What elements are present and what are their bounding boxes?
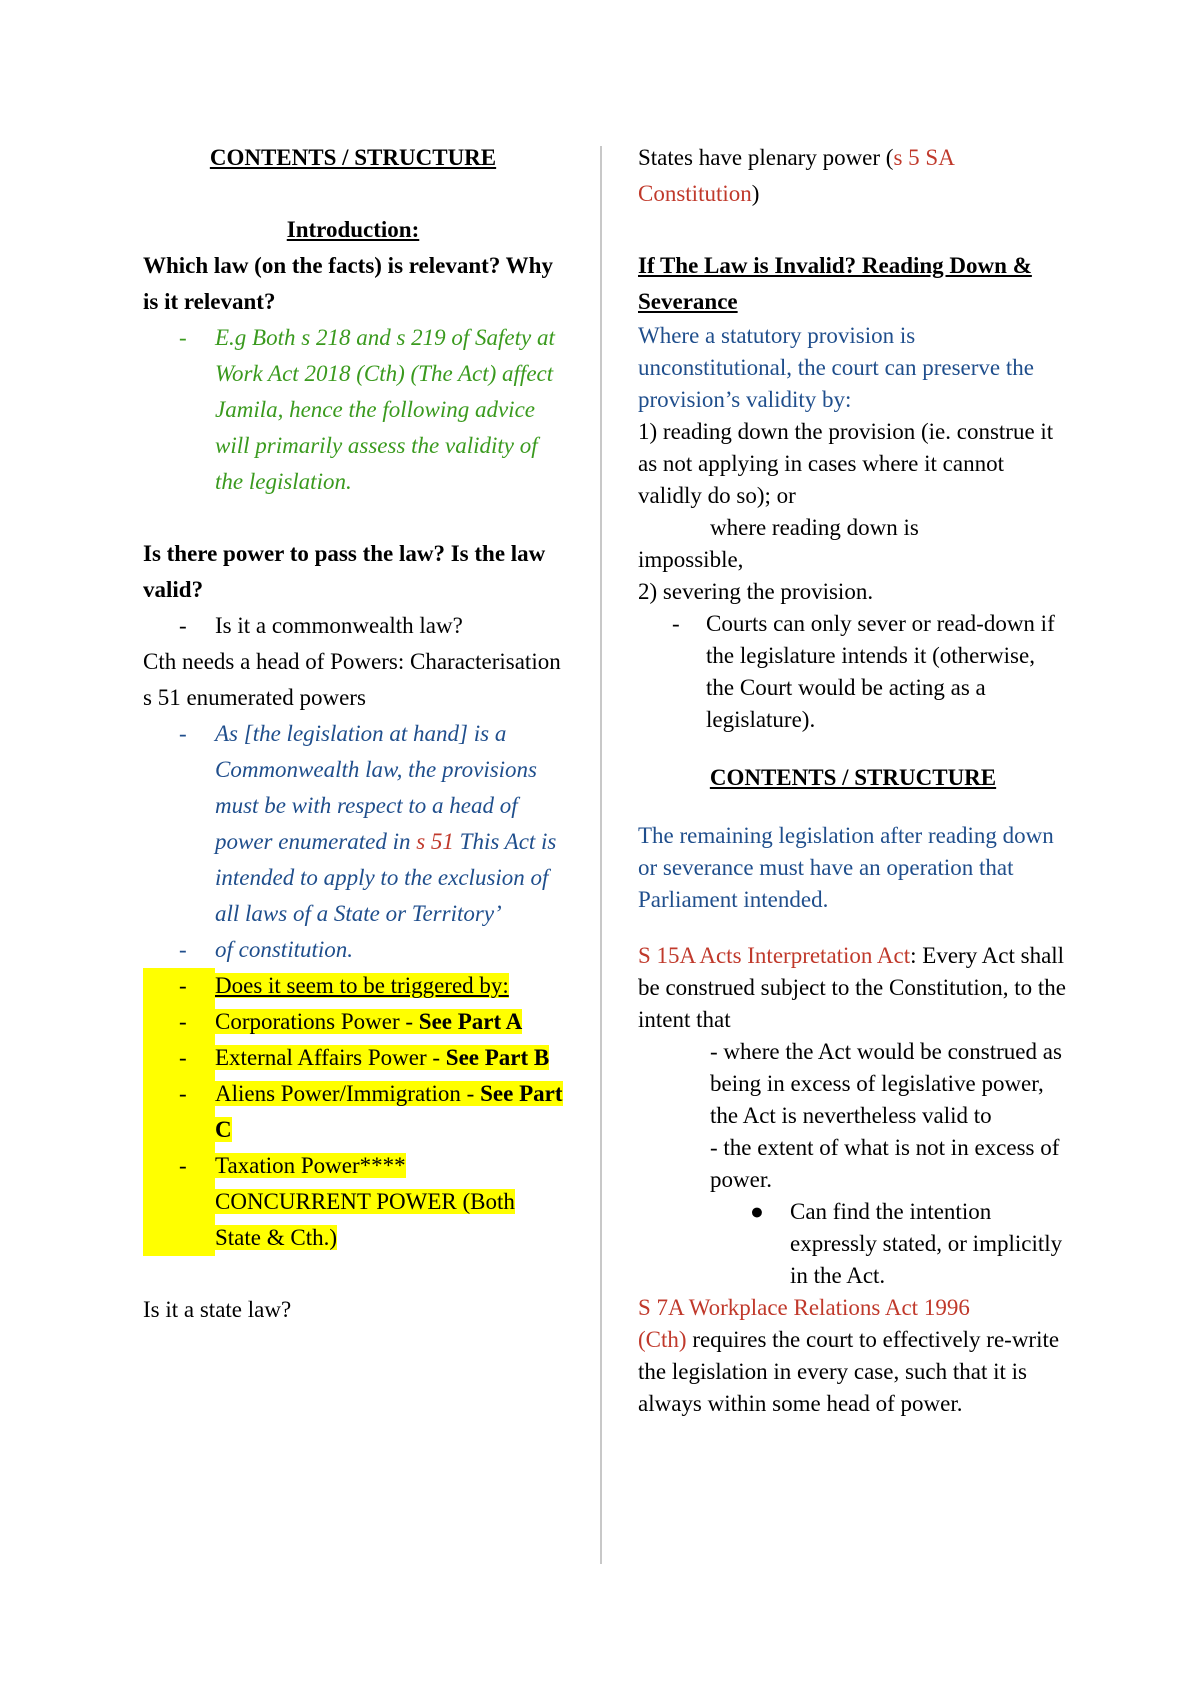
extent-text: - the extent of what is not in excess of power. xyxy=(710,1135,1060,1192)
intention-note: Can find the intention expressly stated, or implicitly in the Act. xyxy=(790,1199,1063,1288)
power-question: Is there power to pass the law? Is the law valid? xyxy=(143,541,546,602)
external-affairs-power: External Affairs Power - See Part B xyxy=(215,1045,550,1070)
constitution-note: of constitution. xyxy=(215,937,353,962)
column-divider xyxy=(600,146,602,1564)
taxation-power: Taxation Power**** CONCURRENT POWER (Both State & Cth.) xyxy=(215,1153,515,1250)
severing-text: 2) severing the provision. xyxy=(638,579,874,604)
characterisation-note: As [the legislation at hand] is a Commonwealth law, the provisions must be with respect to a head of power enumerated in s 51 This Act is intended to apply to the exclusion of all laws of a State or Territory’ xyxy=(215,721,557,926)
list-item-highlighted: - Aliens Power/Immigration - See Part C xyxy=(143,1076,563,1148)
sa-constitution-reference: s 5 SA Constitution xyxy=(638,145,954,206)
contents-heading-2: CONTENTS / STRUCTURE xyxy=(709,765,997,790)
right-column xyxy=(638,140,1068,1420)
s15a-paragraph: S 15A Acts Interpretation Act: Every Act shall be construed subject to the Constitution, to the intent that xyxy=(638,943,1066,1032)
relevance-question: Which law (on the facts) is relevant? Why is it relevant? xyxy=(143,253,553,314)
list-item: - E.g Both s 218 and s 219 of Safety at Work Act 2018 (Cth) (The Act) affect Jamila, hence the following advice will primarily assess the validity of the legislation. xyxy=(143,320,563,500)
list-item-highlighted: - External Affairs Power - See Part B xyxy=(143,1040,563,1076)
invalid-law-heading: If The Law is Invalid? Reading Down & Severance xyxy=(638,253,1032,314)
left-column xyxy=(143,140,563,1328)
remaining-legislation-note: The remaining legislation after reading down or severance must have an operation that Parliament intended. xyxy=(638,823,1054,912)
reading-down-text: 1) reading down the provision (ie. construe it as not applying in cases where it cannot validly do so); or xyxy=(638,419,1054,508)
corporations-power: Corporations Power - See Part A xyxy=(215,1009,523,1034)
reading-down-impossible-a: where reading down is xyxy=(710,515,919,540)
aliens-power: Aliens Power/Immigration - See Part C xyxy=(215,1081,563,1142)
s51-reference: s 51 xyxy=(416,829,454,854)
triggered-question: Does it seem to be triggered by: xyxy=(215,973,509,998)
s7a-paragraph: S 7A Workplace Relations Act 1996 (Cth) requires the court to effectively re-write the legislation in every case, such that it is always within some head of power. xyxy=(638,1295,1060,1416)
statutory-provision-note: Where a statutory provision is unconstitutional, the court can preserve the provision’s validity by: xyxy=(638,323,1034,412)
contents-heading: CONTENTS / STRUCTURE xyxy=(209,145,497,170)
introduction-heading: Introduction: xyxy=(286,217,420,242)
plenary-power-text: States have plenary power (s 5 SA Constitution) xyxy=(638,145,954,206)
example-note: E.g Both s 218 and s 219 of Safety at Work Act 2018 (Cth) (The Act) affect Jamila, hence the following advice will primarily assess the validity of the legislation. xyxy=(215,325,555,494)
bullet-item xyxy=(638,1196,1068,1292)
commonwealth-law-question: Is it a commonwealth law? xyxy=(215,613,463,638)
bullet-icon: ● xyxy=(750,1199,764,1224)
s7a-reference: S 7A Workplace Relations Act 1996 xyxy=(638,1295,970,1320)
list-item: - As [the legislation at hand] is a Commonwealth law, the provisions must be with respect to a head of power enumerated in s 51 This Act is intended to apply to the exclusion of all laws of a State or Territory’ xyxy=(143,716,563,932)
head-of-powers-text: Cth needs a head of Powers: Characterisation s 51 enumerated powers xyxy=(143,649,561,710)
list-item: - Courts can only sever or read-down if the legislature intends it (otherwise, the Court would be acting as a legislature). xyxy=(638,608,1068,736)
s15a-reference: S 15A Acts Interpretation Act xyxy=(638,943,911,968)
excess-power-text: - where the Act would be construed as being in excess of legislative power, the Act is nevertheless valid to xyxy=(710,1039,1062,1128)
list-item: - of constitution. xyxy=(143,932,563,968)
state-law-question: Is it a state law? xyxy=(143,1297,292,1322)
courts-sever-note: Courts can only sever or read-down if the legislature intends it (otherwise, the Court would be acting as a legislature). xyxy=(706,611,1055,732)
reading-down-impossible-b: impossible, xyxy=(638,547,744,572)
list-item-highlighted: - Does it seem to be triggered by: xyxy=(143,968,563,1004)
list-item-highlighted: - Corporations Power - See Part A xyxy=(143,1004,563,1040)
list-item-highlighted: - Taxation Power**** CONCURRENT POWER (Both State & Cth.) xyxy=(143,1148,563,1256)
list-item: - Is it a commonwealth law? xyxy=(143,608,563,644)
